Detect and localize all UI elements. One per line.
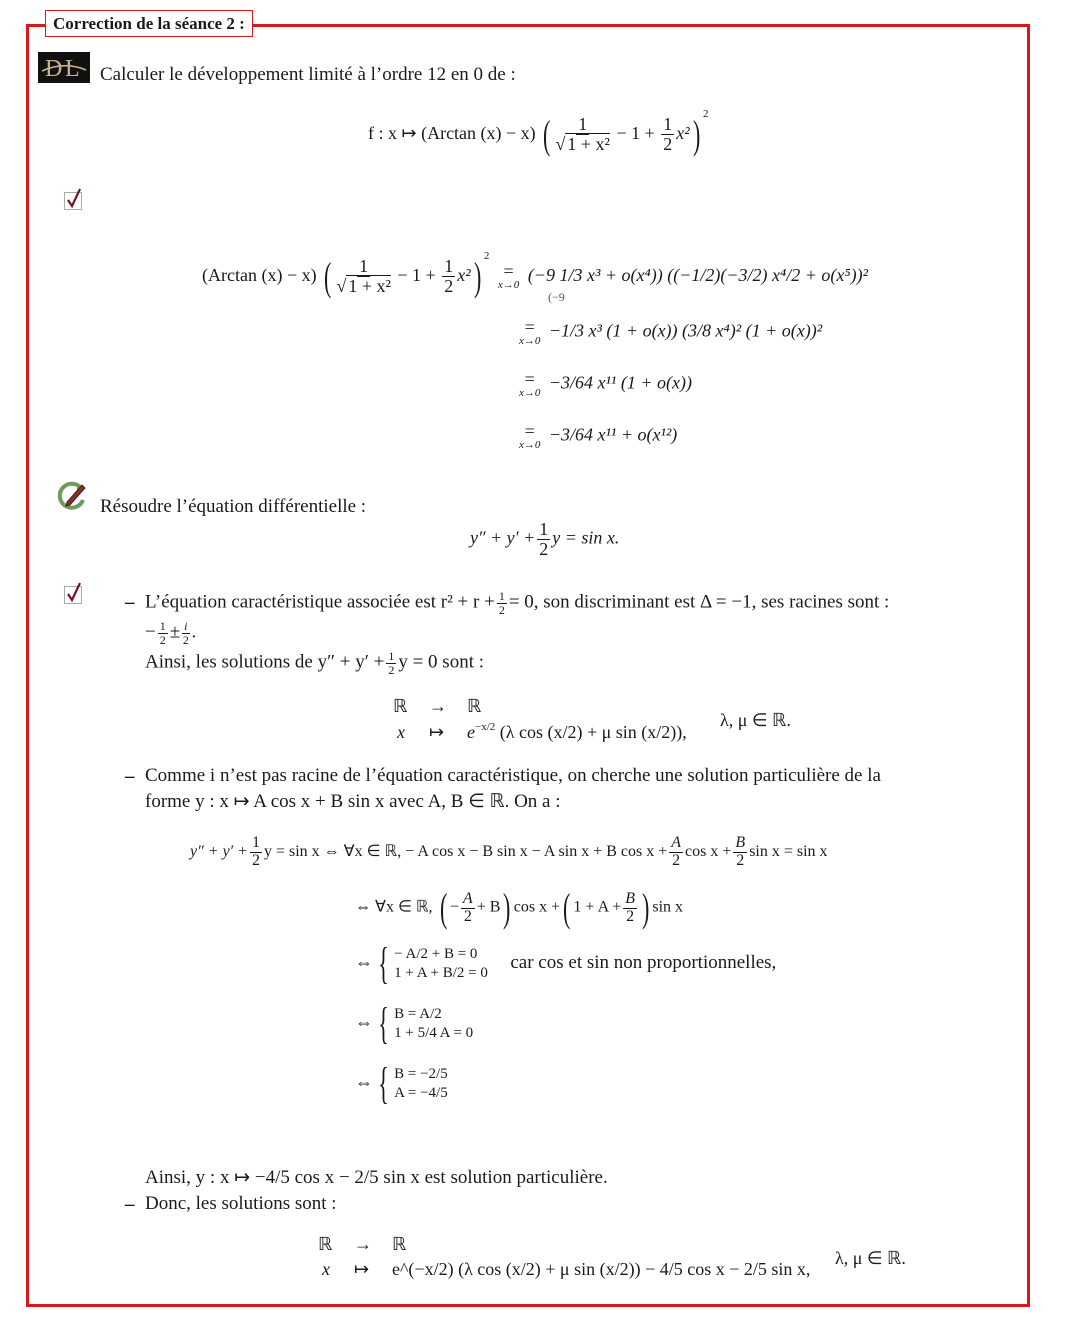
function-definition: f : x ↦ (Arctan (x) − x) ( $\frac{1}{\text{√ 1 + x²}}$ − 1 + $\frac{1}{2}$ x²) $^2$ [368,108,709,157]
svg-text:L: L [65,56,80,82]
half-num: 1 [663,114,673,135]
dl-rhs-4: −3/64 x¹¹ + o(x¹²) [548,424,678,445]
term-rest1: (−9 [548,290,565,304]
particular-solution: Ainsi, y : x ↦ −4/5 cos x − 2/5 sin x est solution particulière. [145,1167,608,1188]
eq-sub: x→0 [497,279,520,292]
parameters: λ, μ ∈ ℝ. [835,1248,906,1268]
exponent: 2 [703,108,709,120]
text: = 0, son discriminant est Δ = −1, ses racines sont : [508,591,890,613]
text: 1 + A + [573,898,622,916]
arrow: → [354,1234,372,1254]
equiv: ⇔ [355,1072,373,1093]
f-rest-2: − 1 + [397,265,436,285]
bullet-dash: – [125,592,135,613]
eq-sign: = [524,421,535,441]
roots: − $\frac{1}{2}$ ± $\frac{i}{2}$ . [145,619,197,647]
eq-sign: = [503,261,514,282]
pm: ± [169,621,181,643]
characteristic-equation-text: L’équation caractéristique associée est r² + r + $\frac{1}{2}$ = 0, son discriminant est Δ = −1, ses racines sont : [145,589,890,617]
eq-sub: x→0 [519,439,541,451]
sys-row: B = A/2 [394,1006,442,1023]
sys-row: 1 + 5/4 A = 0 [394,1025,474,1041]
dl-line-1: (Arctan (x) − x) ( $\frac{1}{\text{√ 1 + x²}}$ − 1 + $\frac{1}{2}$ x²) $^2$ = x→0 (−9 1/3 x³ + o(x⁴)) ((−1/2)(−3/2) x⁴/2 + o(x⁵))² [202,250,869,299]
refresh-pencil-icon [55,480,89,512]
domain: ℝ [318,1234,333,1254]
text: cos x + [513,898,561,916]
period: . [191,621,197,643]
section-title: Correction de la séance 2 : [45,10,253,37]
system-2: ⇔ { B = A/2 1 + 5/4 A = 0 [355,999,474,1048]
x-squared: x² [676,123,690,143]
codomain: ℝ [392,1234,407,1254]
frac-num: 1 [578,114,588,135]
domain: ℝ [393,696,408,716]
var-x: x [322,1259,330,1279]
dl-rhs-1: (−9 1/3 x³ + o(x⁴)) ((−1/2)(−3/2) x⁴/2 + o(x⁵))² [527,265,869,285]
dl-rhs-3: −3/64 x¹¹ (1 + o(x)) [548,372,692,393]
dl-rhs-2: −1/3 x³ (1 + o(x)) (3/8 x⁴)² (1 + o(x))² [548,320,823,341]
exp-e: e [467,722,475,742]
frac-den-2: 1 + x² [348,276,391,297]
sys-row: A = −4/5 [394,1085,448,1101]
equiv: ⇔ [355,1012,373,1033]
mapsto: ↦ [429,722,445,742]
text: y″ + y′ + [190,842,248,860]
half-den: 2 [663,134,673,155]
svg-text:D: D [45,56,63,82]
solutions-intro: Donc, les solutions sont : [145,1193,337,1214]
equivalence-line-1: y″ + y′ + $\frac{1}{2}$ y = sin x ⇔ ∀x ∈ ℝ, − A cos x − B sin x − A sin x + B cos x + $\frac{A}{2}$ cos x + $\frac{B}{2}$ sin x = sin x [190,834,828,869]
mapsto: ↦ [354,1259,370,1279]
text: sin x = sin x [749,842,828,860]
text: sin x [652,898,684,916]
map-expression: (λ cos (x/2) + μ sin (x/2)), [499,722,687,742]
system-3: ⇔ { B = −2/5 A = −4/5 [355,1059,448,1108]
text: Ainsi, les solutions de y″ + y′ + [145,651,385,673]
particular-intro-2: forme y : x ↦ A cos x + B sin x avec A, B ∈ ℝ. On a : [145,791,561,812]
var-x: x [397,722,405,742]
text: L’équation caractéristique associée est r² + r + [145,591,495,613]
eq-sign: = [524,369,535,389]
f-lhs: f : x ↦ (Arctan (x) − x) [368,123,536,143]
differential-equation: y″ + y′ + $\frac{1}{2}$ y = sin x. [470,519,620,559]
sys-row: B = −2/5 [394,1066,448,1083]
exercise1-prompt: Calculer le développement limité à l’ordre 12 en 0 de : [100,64,516,85]
eq-sign: = [524,317,535,337]
checkbox-checked-icon [64,586,82,604]
eq-rhs: y = sin x. [552,527,620,548]
text: cos x + [685,842,732,860]
equiv: ⇔ [355,952,373,973]
sys-row: 1 + A + B/2 = 0 [394,965,488,981]
x-squared-2: x² [457,265,471,285]
text: + B [476,898,501,916]
particular-intro-1: Comme i n’est pas racine de l’équation caractéristique, on cherche une solution particulière de la [145,765,881,786]
exercise2-prompt: Résoudre l’équation différentielle : [100,496,367,517]
dl-line-1-first-factor [548,290,565,305]
eq-sub: x→0 [519,335,541,347]
sys-row: − A/2 + B = 0 [394,946,478,963]
homogeneous-map: ℝ → ℝ x ↦ $e^{-x/2}$ (λ cos (x/2) + μ sin (x/2)), [393,696,687,742]
frac-den: 1 + x² [567,134,610,155]
codomain: ℝ [467,696,482,716]
lhs-arctan: (Arctan (x) − x) [202,265,317,285]
bullet-dash: – [125,1194,135,1215]
dl-line-4 [515,422,677,451]
arrow: → [429,696,447,716]
dl-line-2 [515,318,822,347]
bullet-dash: – [125,766,135,787]
minus: − [145,621,156,643]
dl-logo-icon [38,52,90,83]
eq-lhs: y″ + y′ + [470,527,536,548]
text: y = sin x ⇔ ∀x ∈ ℝ, − A cos x − B sin x − A sin x + B cos x + [263,842,668,860]
equivalence-line-2: ⇔ ∀x ∈ ℝ, ( − $\frac{A}{2}$ + B) cos x +( 1 + A + $\frac{B}{2}$ ) sin x [355,885,684,930]
text: ⇔ ∀x ∈ ℝ, [355,898,433,916]
checkbox-checked-icon [64,192,82,210]
eq-sub: x→0 [519,387,541,399]
sys-note: car cos et sin non proportionnelles, [510,952,777,974]
general-solution-map [318,1234,810,1280]
homogeneous-intro: Ainsi, les solutions de y″ + y′ + $\frac{1}{2}$ y = 0 sont : [145,649,485,677]
map-expression: e^(−x/2) (λ cos (x/2) + μ sin (x/2)) − 4/5 cos x − 2/5 sin x, [392,1259,811,1279]
system-1: ⇔ { − A/2 + B = 0 1 + A + B/2 = 0 car cos et sin non proportionnelles, [355,939,777,988]
parameters: λ, μ ∈ ℝ. [720,710,791,730]
text: y = 0 sont : [398,651,485,673]
dl-line-3 [515,370,692,399]
f-rest: − 1 + [616,123,655,143]
